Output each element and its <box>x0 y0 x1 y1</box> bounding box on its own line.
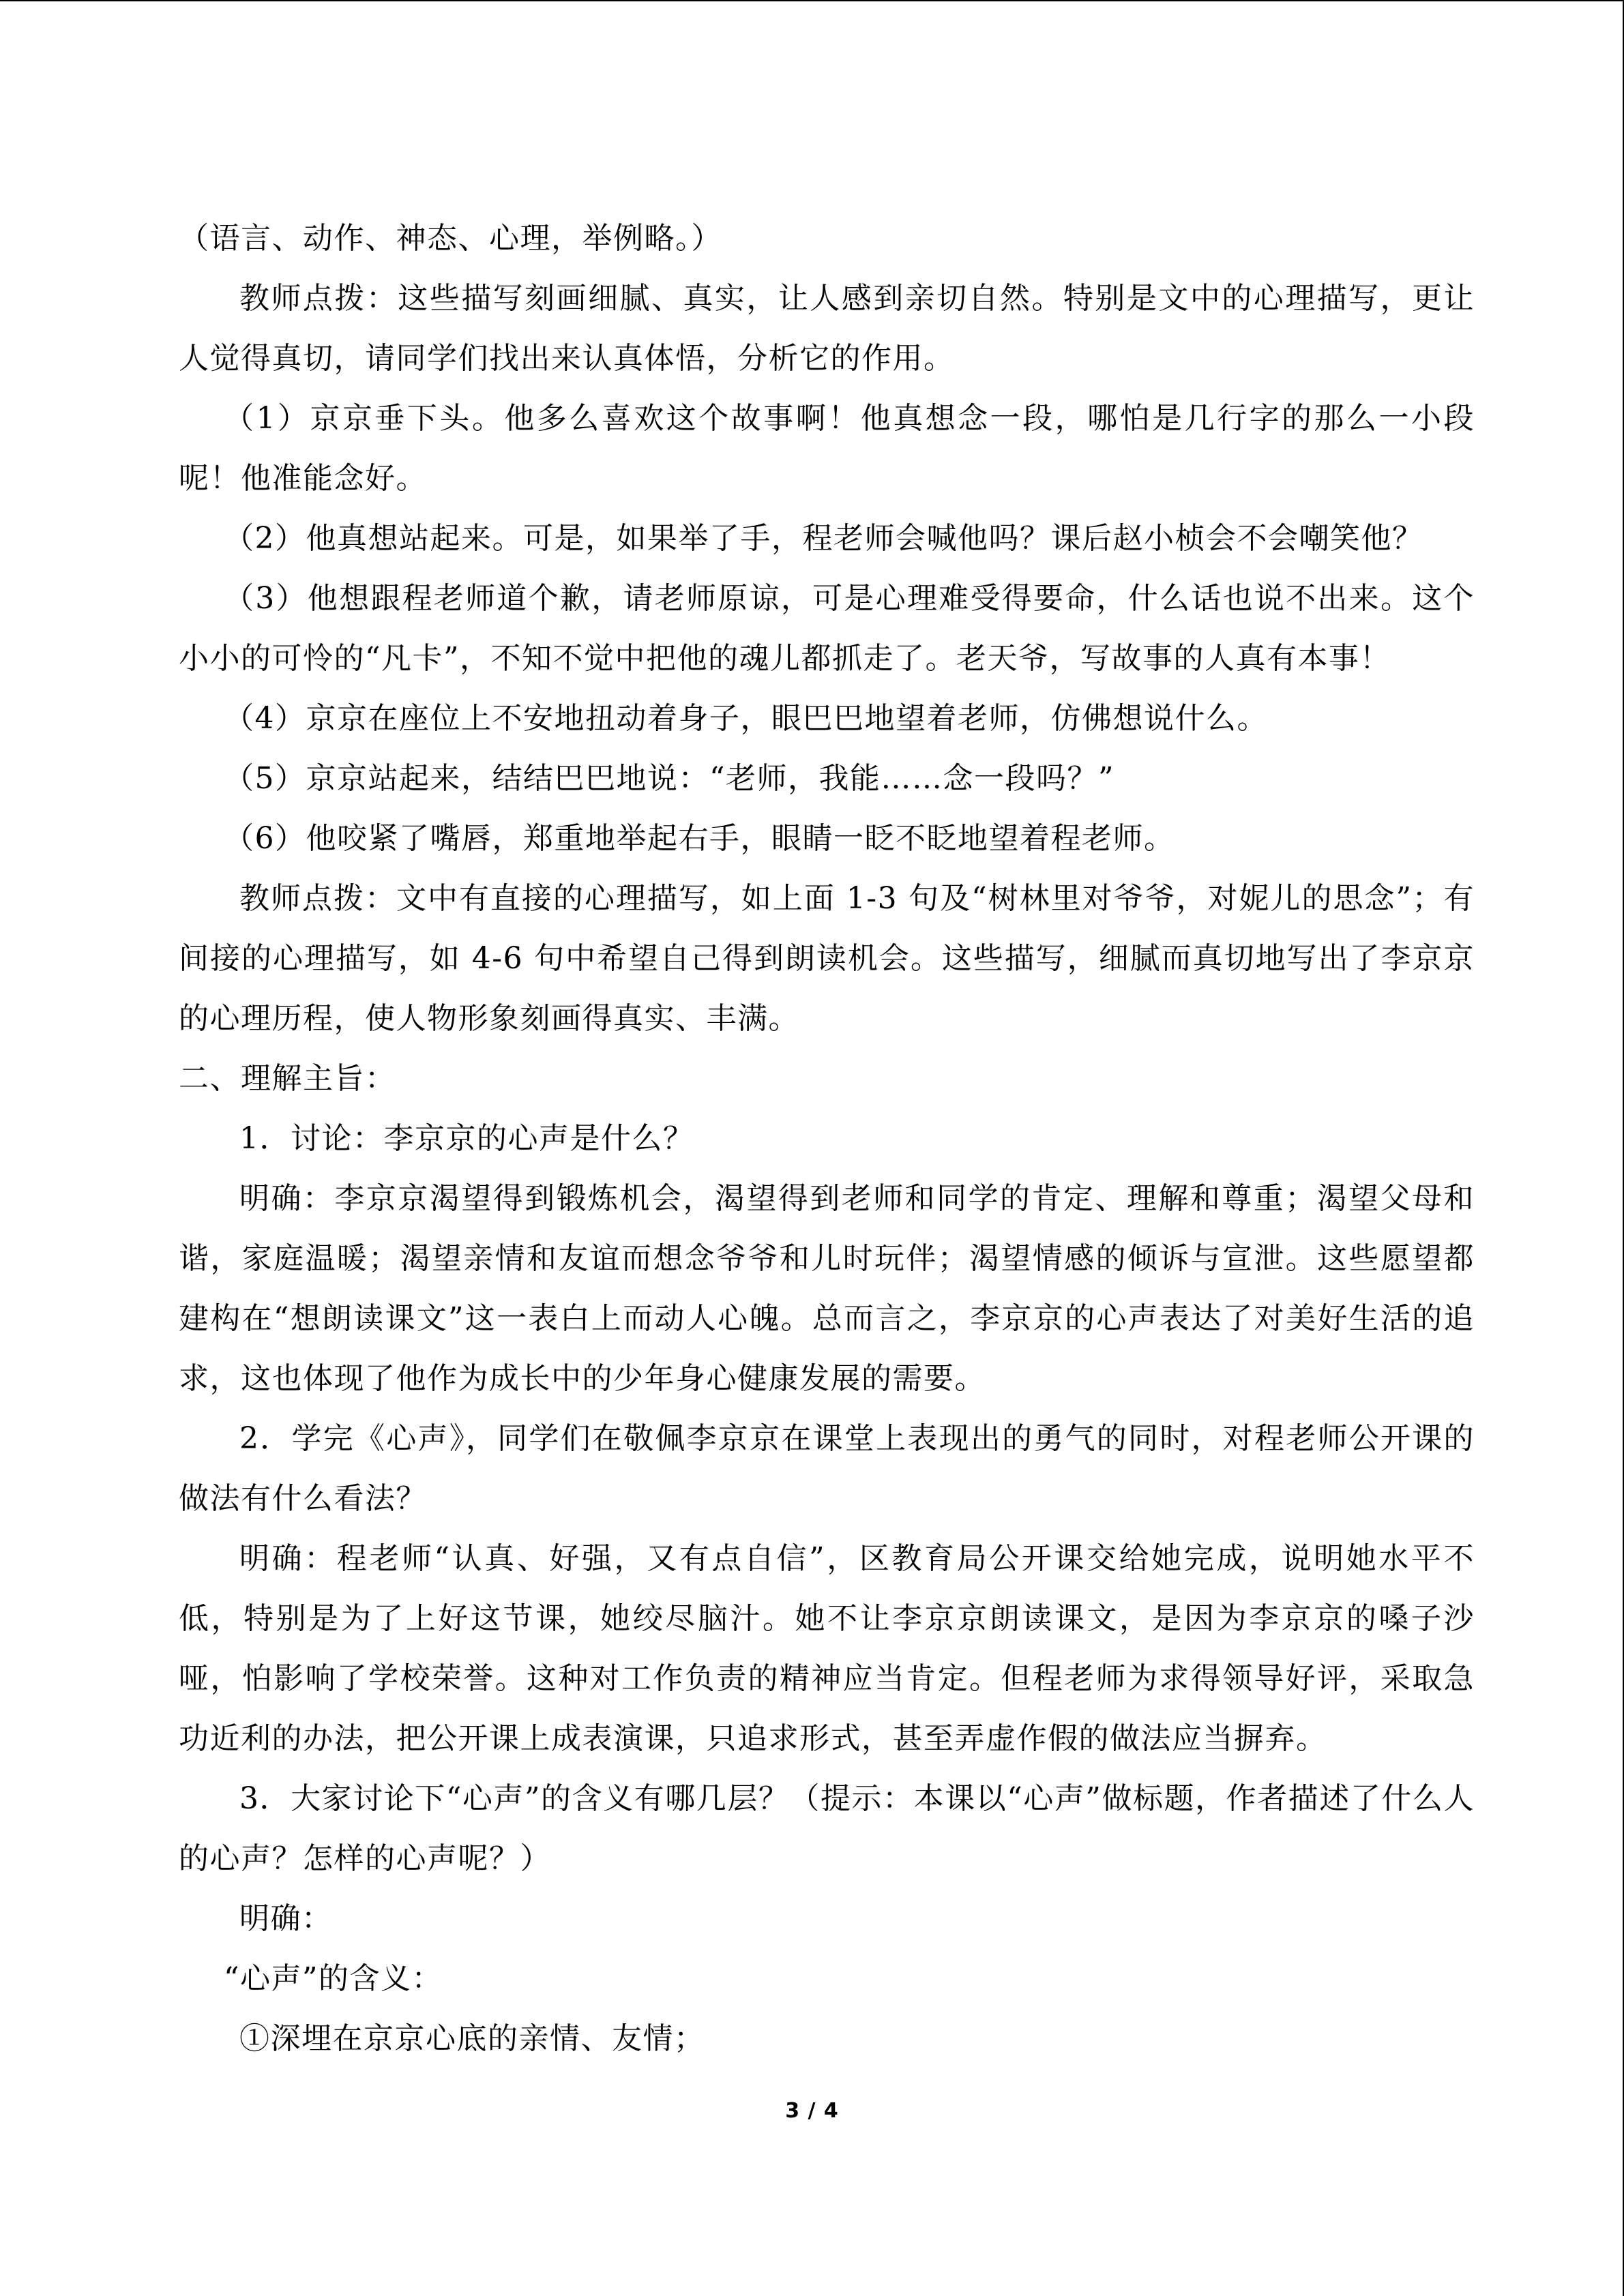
paragraph-12: 明确：李京京渴望得到锻炼机会，渴望得到老师和同学的肯定、理解和尊重；渴望父母和谐，家庭温暖；渴望亲情和友谊而想念爷爷和儿时玩伴；渴望情感的倾诉与宣泄。这些愿望都建构在“想朗读课文”这一表白上而动人心魄。总而言之，李京京的心声表达了对美好生活的追求，这也体现了他作为成长中的少年身心健康发展的需要。 <box>179 1181 1475 1396</box>
paragraph-4: （2）他真想站起来。可是，如果举了手，程老师会喊他吗？课后赵小桢会不会嘲笑他？ <box>224 521 1423 556</box>
paragraph-7: （5）京京站起来，结结巴巴地说：“老师，我能……念一段吗？” <box>224 761 1114 796</box>
section-heading: 二、理解主旨： <box>179 1061 396 1096</box>
paragraph-13: 2．学完《心声》，同学们在敬佩李京京在课堂上表现出的勇气的同时，对程老师公开课的做法有什么看法？ <box>179 1421 1475 1516</box>
paragraph-14: 明确：程老师“认真、好强，又有点自信”，区教育局公开课交给她完成，说明她水平不低，特别是为了上好这节课，她绞尽脑汁。她不让李京京朗读课文，是因为李京京的嗓子沙哑，怕影响了学校荣誉。这种对工作负责的精神应当肯定。但程老师为求得领导好评，采取急功近利的办法，把公开课上成表演课，只追求形式，甚至弄虚作假的做法应当摒弃。 <box>179 1541 1475 1756</box>
paragraph-1: （语言、动作、神态、心理，举例略。） <box>179 221 722 256</box>
paragraph-11: 1．讨论：李京京的心声是什么？ <box>239 1121 694 1156</box>
paragraph-6: （4）京京在座位上不安地扭动着身子，眼巴巴地望着老师，仿佛想说什么。 <box>224 701 1268 736</box>
paragraph-17: “心声”的含义： <box>224 1961 443 1996</box>
paragraph-18: ①深埋在京京心底的亲情、友情； <box>239 2021 705 2056</box>
page-border-top <box>0 0 1624 1</box>
paragraph-8: （6）他咬紧了嘴唇，郑重地举起右手，眼睛一眨不眨地望着程老师。 <box>224 821 1175 856</box>
paragraph-16: 明确： <box>239 1901 333 1936</box>
paragraph-9: 教师点拨：文中有直接的心理描写，如上面 1-3 句及“树林里对爷爷，对妮儿的思念”；有间接的心理描写，如 4-6 句中希望自己得到朗读机会。这些描写，细腻而真切地写出了李京京的心理历程，使人物形象刻画得真实、丰满。 <box>179 881 1475 1036</box>
paragraph-5: （3）他想跟程老师道个歉，请老师原谅，可是心理难受得要命，什么话也说不出来。这个小小的可怜的“凡卡”，不知不觉中把他的魂儿都抓走了。老天爷，写故事的人真有本事！ <box>179 581 1475 676</box>
paragraph-2: 教师点拨：这些描写刻画细腻、真实，让人感到亲切自然。特别是文中的心理描写，更让人觉得真切，请同学们找出来认真体悟，分析它的作用。 <box>179 281 1475 376</box>
paragraph-15: 3．大家讨论下“心声”的含义有哪几层？（提示：本课以“心声”做标题，作者描述了什么人的心声？怎样的心声呢？） <box>179 1781 1475 1876</box>
document-body <box>179 209 1475 2069</box>
paragraph-3: （1）京京垂下头。他多么喜欢这个故事啊！他真想念一段，哪怕是几行字的那么一小段呢！他准能念好。 <box>179 401 1475 496</box>
page-number: 3 / 4 <box>785 2099 839 2123</box>
